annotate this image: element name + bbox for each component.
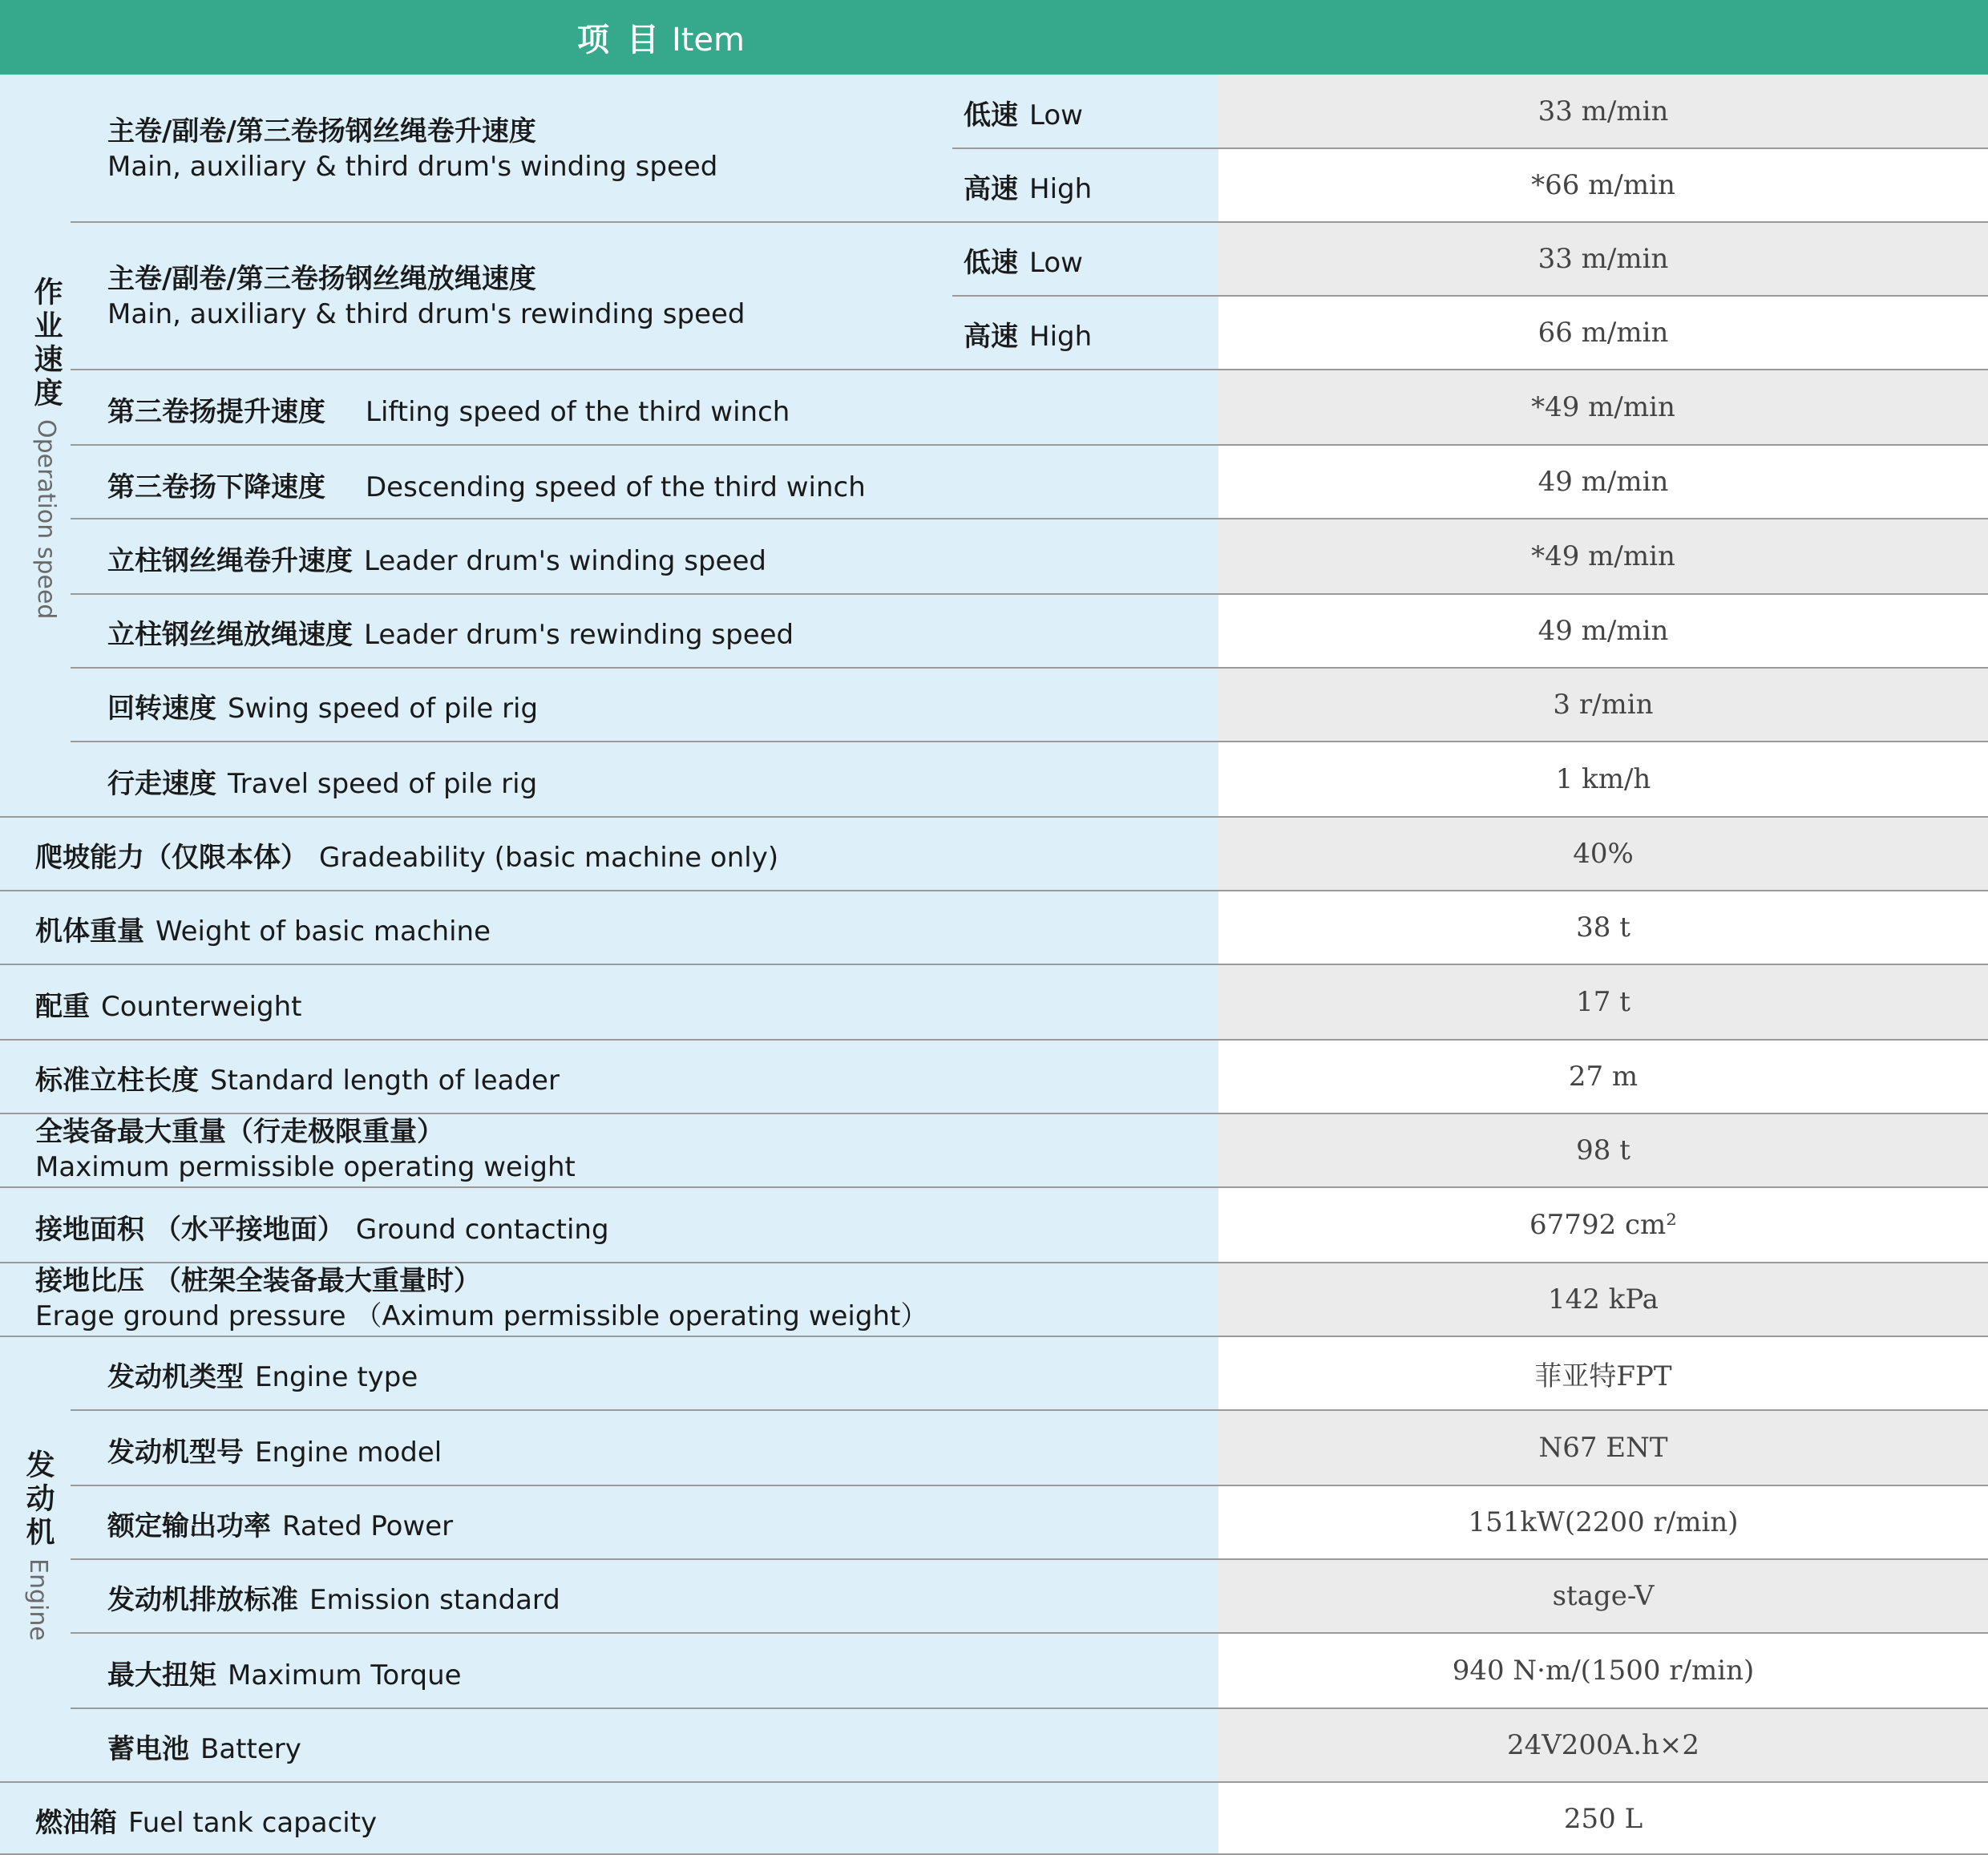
row-divider <box>0 1336 1988 1337</box>
label-en: High <box>1029 321 1093 353</box>
sub-label-low <box>964 93 1083 132</box>
value-cell: 250 L <box>1218 1782 1988 1855</box>
label-cn: 发动机型号 <box>107 1437 244 1469</box>
label-cn: 发动机排放标准 <box>107 1584 298 1616</box>
row-label-ground-area <box>35 1207 609 1247</box>
label-en: Engine type <box>255 1361 418 1393</box>
row-label-leader-wind <box>107 539 766 578</box>
row-divider <box>71 518 1988 519</box>
row-label-lift-third <box>107 390 790 429</box>
row-divider <box>0 1039 1988 1041</box>
value-cell: 33 m/min <box>1218 75 1988 148</box>
row-divider <box>71 741 1988 742</box>
label-cn: 第三卷扬下降速度 <box>107 471 325 503</box>
label-en: Weight of basic machine <box>156 915 491 948</box>
row-label-winding <box>107 114 717 184</box>
label-en: Gradeability (basic machine only) <box>319 842 779 874</box>
label-en: Engine model <box>255 1437 442 1469</box>
row-label-torque <box>107 1653 462 1692</box>
label-cn: 行走速度 <box>107 768 216 800</box>
label-cn: 接地面积 （水平接地面） <box>35 1214 345 1246</box>
label-cn: 额定输出功率 <box>107 1510 271 1542</box>
value-cell: 66 m/min <box>1218 296 1988 370</box>
row-divider <box>71 1632 1988 1634</box>
value-cell: *49 m/min <box>1218 519 1988 594</box>
sub-label-low <box>964 240 1083 280</box>
label-cn: 爬坡能力（仅限本体） <box>35 842 308 874</box>
label-en: Leader drum's rewinding speed <box>364 619 794 651</box>
label-cn: 主卷/副卷/第三卷扬钢丝绳放绳速度 <box>107 263 536 295</box>
group-operation-speed <box>26 277 67 619</box>
label-cn: 接地比压 （桩架全装备最大重量时） <box>35 1265 481 1297</box>
row-divider <box>71 593 1988 595</box>
row-label-swing <box>107 686 538 725</box>
row-label-max-weight <box>35 1114 576 1185</box>
row-divider <box>0 1781 1988 1783</box>
label-cn: 主卷/副卷/第三卷扬钢丝绳卷升速度 <box>107 115 536 148</box>
row-divider <box>0 890 1988 891</box>
label-en: Emission standard <box>309 1584 560 1616</box>
row-divider <box>952 295 1988 297</box>
label-cn: 立柱钢丝绳放绳速度 <box>107 619 353 651</box>
label-en: Low <box>1029 99 1083 131</box>
row-label-rewinding <box>107 261 746 332</box>
label-en: Maximum permissible operating weight <box>35 1151 576 1183</box>
value-cell: stage-V <box>1218 1559 1988 1633</box>
group-operation-cn: 作业速度 <box>30 277 63 411</box>
label-cn: 高速 <box>964 173 1018 205</box>
row-label-engine-type <box>107 1355 418 1394</box>
label-en: Main, auxiliary & third drum's winding speed <box>107 151 718 183</box>
header-title-cn: 项 目 <box>577 22 662 59</box>
label-en: Main, auxiliary & third drum's rewinding speed <box>107 298 746 330</box>
label-en: Travel speed of pile rig <box>228 768 538 800</box>
sub-label-high <box>964 167 1092 206</box>
value-cell: 33 m/min <box>1218 222 1988 296</box>
label-en: Fuel tank capacity <box>128 1807 378 1839</box>
row-label-leader-rewind <box>107 612 794 652</box>
value-cell: 17 t <box>1218 964 1988 1040</box>
label-en: Maximum Torque <box>228 1659 462 1691</box>
label-en: Erage ground pressure （Aximum permissible operating weight） <box>35 1300 928 1332</box>
value-cell: 40% <box>1218 817 1988 891</box>
label-en: Standard length of leader <box>210 1065 560 1097</box>
label-cn: 低速 <box>964 247 1018 279</box>
value-cell: 3 r/min <box>1218 668 1988 742</box>
value-cell: 49 m/min <box>1218 594 1988 668</box>
row-divider <box>71 1558 1988 1560</box>
label-en: Low <box>1029 247 1083 279</box>
row-divider <box>0 816 1988 818</box>
label-cn: 回转速度 <box>107 693 216 725</box>
value-cell: 27 m <box>1218 1040 1988 1113</box>
label-en: Ground contacting <box>355 1214 609 1246</box>
row-label-weight <box>35 909 491 948</box>
row-divider <box>0 964 1988 965</box>
row-label-counterweight <box>35 984 302 1024</box>
row-divider <box>71 1409 1988 1411</box>
value-cell: 1 km/h <box>1218 742 1988 817</box>
group-engine-cn: 发动机 <box>22 1449 55 1550</box>
label-cn: 机体重量 <box>35 915 144 948</box>
header-title <box>577 14 745 60</box>
group-engine-en: Engine <box>24 1558 52 1641</box>
row-divider <box>952 148 1988 149</box>
value-cell: 67792 cm² <box>1218 1187 1988 1263</box>
row-label-fuel <box>35 1800 377 1840</box>
row-divider <box>71 221 1988 223</box>
row-divider <box>71 444 1988 446</box>
label-cn: 全装备最大重量（行走极限重量） <box>35 1116 444 1148</box>
label-cn: 最大扭矩 <box>107 1659 216 1691</box>
label-cn: 蓄电池 <box>107 1733 189 1765</box>
label-en: Leader drum's winding speed <box>364 545 766 577</box>
label-cn: 标准立柱长度 <box>35 1065 199 1097</box>
row-divider <box>71 369 1988 370</box>
row-label-emission <box>107 1578 560 1617</box>
label-en: High <box>1029 173 1093 205</box>
group-operation-en: Operation speed <box>32 419 60 620</box>
label-en: Rated Power <box>282 1510 454 1542</box>
label-en: Descending speed of the third winch <box>366 471 866 503</box>
value-cell: N67 ENT <box>1218 1410 1988 1485</box>
value-cell: 151kW(2200 r/min) <box>1218 1485 1988 1559</box>
label-cn: 第三卷扬提升速度 <box>107 396 325 428</box>
label-en: Battery <box>200 1733 301 1765</box>
row-divider <box>71 1707 1988 1709</box>
row-divider <box>0 1186 1988 1188</box>
row-label-battery <box>107 1727 301 1766</box>
row-label-engine-model <box>107 1430 442 1469</box>
value-cell: 940 N·m/(1500 r/min) <box>1218 1633 1988 1708</box>
label-cn: 立柱钢丝绳卷升速度 <box>107 545 353 577</box>
label-cn: 高速 <box>964 321 1018 353</box>
row-divider <box>71 667 1988 669</box>
sub-label-high <box>964 314 1092 354</box>
value-cell: 98 t <box>1218 1113 1988 1187</box>
value-cell: 49 m/min <box>1218 445 1988 519</box>
value-cell: 142 kPa <box>1218 1263 1988 1336</box>
row-label-ground-pressure <box>35 1263 927 1334</box>
row-label-leader-length <box>35 1058 560 1097</box>
value-cell: 38 t <box>1218 891 1988 964</box>
label-cn: 配重 <box>35 991 90 1023</box>
label-en: Swing speed of pile rig <box>228 693 539 725</box>
row-label-rated-power <box>107 1504 453 1543</box>
label-cn: 发动机类型 <box>107 1361 244 1393</box>
label-cn: 燃油箱 <box>35 1807 117 1839</box>
label-en: Counterweight <box>101 991 302 1023</box>
value-cell: *49 m/min <box>1218 370 1988 445</box>
value-cell: 菲亚特FPT <box>1218 1336 1988 1410</box>
row-divider <box>71 1485 1988 1486</box>
row-label-grade <box>35 835 778 875</box>
table-header <box>0 0 1988 75</box>
label-en: Lifting speed of the third winch <box>366 396 790 428</box>
row-label-desc-third <box>107 465 866 504</box>
row-divider <box>0 1113 1988 1114</box>
row-label-travel <box>107 762 537 801</box>
value-cell: 24V200A.h×2 <box>1218 1708 1988 1782</box>
header-title-en: Item <box>671 22 745 59</box>
label-cn: 低速 <box>964 99 1018 131</box>
row-divider <box>0 1262 1988 1263</box>
value-cell: *66 m/min <box>1218 148 1988 222</box>
group-engine <box>18 1449 59 1641</box>
